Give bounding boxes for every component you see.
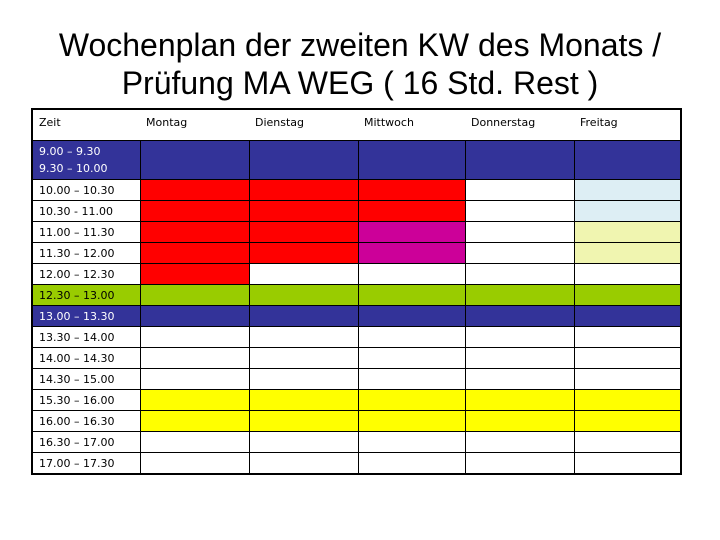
- table-row: [32, 141, 681, 180]
- time-label-line-2: 9.30 – 10.00: [39, 162, 108, 175]
- slot-cell-freitag: [574, 222, 681, 243]
- slot-cell-freitag: [574, 264, 681, 285]
- slot-cell-donnerstag: [465, 327, 574, 348]
- slot-cell-montag: [140, 369, 249, 390]
- header-cell-donnerstag: Donnerstag: [471, 116, 536, 129]
- slot-cell-mittwoch: [358, 306, 465, 327]
- slot-cell-donnerstag: [465, 390, 574, 411]
- slot-cell-freitag: [574, 285, 681, 306]
- time-cell: 12.00 – 12.30: [32, 264, 140, 285]
- table-row: [32, 432, 681, 453]
- slot-cell-mittwoch: [358, 453, 465, 475]
- slot-cell-montag: [140, 141, 249, 180]
- slot-cell-dienstag: [249, 369, 358, 390]
- time-cell: 13.30 – 14.00: [32, 327, 140, 348]
- slot-cell-freitag: [574, 453, 681, 475]
- slot-cell-mittwoch: [358, 432, 465, 453]
- slot-cell-montag: [140, 264, 249, 285]
- slot-cell-montag: [140, 243, 249, 264]
- header-cell-zeit: Zeit: [39, 116, 61, 129]
- time-cell: 10.30 - 11.00: [32, 201, 140, 222]
- slot-cell-donnerstag: [465, 348, 574, 369]
- slot-cell-mittwoch: [358, 411, 465, 432]
- header-cell-dienstag: Dienstag: [255, 116, 305, 129]
- time-cell: 12.30 – 13.00: [32, 285, 140, 306]
- slot-cell-dienstag: [249, 411, 358, 432]
- slot-cell-mittwoch: [358, 141, 465, 180]
- slot-cell-dienstag: [249, 327, 358, 348]
- slot-cell-donnerstag: [465, 306, 574, 327]
- table-row: [32, 201, 681, 222]
- time-cell: 11.30 – 12.00: [32, 243, 140, 264]
- slot-cell-montag: [140, 453, 249, 475]
- slot-cell-dienstag: [249, 141, 358, 180]
- slot-cell-mittwoch: [358, 348, 465, 369]
- slot-cell-mittwoch: [358, 285, 465, 306]
- slot-cell-dienstag: [249, 453, 358, 475]
- header-row: [32, 109, 681, 141]
- slot-cell-montag: [140, 348, 249, 369]
- slot-cell-mittwoch: [358, 369, 465, 390]
- table-row: [32, 264, 681, 285]
- table-row: [32, 180, 681, 201]
- time-cell: 11.00 – 11.30: [32, 222, 140, 243]
- slot-cell-mittwoch: [358, 201, 465, 222]
- slot-cell-donnerstag: [465, 411, 574, 432]
- slot-cell-mittwoch: [358, 222, 465, 243]
- slot-cell-dienstag: [249, 264, 358, 285]
- slot-cell-dienstag: [249, 222, 358, 243]
- slot-cell-freitag: [574, 348, 681, 369]
- slot-cell-freitag: [574, 201, 681, 222]
- table-row: [32, 327, 681, 348]
- slot-cell-montag: [140, 411, 249, 432]
- time-cell: 16.00 – 16.30: [32, 411, 140, 432]
- slot-cell-donnerstag: [465, 453, 574, 475]
- slot-cell-montag: [140, 327, 249, 348]
- time-cell: 15.30 – 16.00: [32, 390, 140, 411]
- slot-cell-donnerstag: [465, 432, 574, 453]
- header-cell-mittwoch: Mittwoch: [364, 116, 414, 129]
- slot-cell-donnerstag: [465, 369, 574, 390]
- schedule-table: [31, 108, 682, 475]
- slot-cell-freitag: [574, 243, 681, 264]
- table-row: [32, 306, 681, 327]
- slot-cell-freitag: [574, 306, 681, 327]
- slot-cell-dienstag: [249, 180, 358, 201]
- slot-cell-donnerstag: [465, 264, 574, 285]
- slot-cell-mittwoch: [358, 180, 465, 201]
- slot-cell-montag: [140, 432, 249, 453]
- table-row: [32, 411, 681, 432]
- time-cell: 10.00 – 10.30: [32, 180, 140, 201]
- table-row: [32, 243, 681, 264]
- table-row: [32, 285, 681, 306]
- header-cell-freitag: Freitag: [580, 116, 618, 129]
- slot-cell-freitag: [574, 432, 681, 453]
- slot-cell-donnerstag: [465, 243, 574, 264]
- time-cell: 17.00 – 17.30: [32, 453, 140, 475]
- slot-cell-montag: [140, 201, 249, 222]
- time-cell: 14.30 – 15.00: [32, 369, 140, 390]
- slot-cell-freitag: [574, 180, 681, 201]
- table-row: [32, 222, 681, 243]
- slot-cell-montag: [140, 222, 249, 243]
- title-line-2: Prüfung MA WEG ( 16 Std. Rest ): [121, 65, 599, 101]
- page-title: [0, 26, 720, 102]
- slot-cell-dienstag: [249, 432, 358, 453]
- slot-cell-donnerstag: [465, 222, 574, 243]
- slot-cell-dienstag: [249, 390, 358, 411]
- title-line-1: Wochenplan der zweiten KW des Monats /: [58, 27, 662, 63]
- slot-cell-mittwoch: [358, 264, 465, 285]
- slot-cell-mittwoch: [358, 390, 465, 411]
- slot-cell-montag: [140, 180, 249, 201]
- slot-cell-montag: [140, 285, 249, 306]
- slot-cell-dienstag: [249, 243, 358, 264]
- table-row: [32, 348, 681, 369]
- slot-cell-donnerstag: [465, 141, 574, 180]
- schedule-body: [32, 109, 681, 474]
- slot-cell-montag: [140, 390, 249, 411]
- header-cell-montag: Montag: [146, 116, 188, 129]
- slot-cell-freitag: [574, 141, 681, 180]
- time-cell: 16.30 – 17.00: [32, 432, 140, 453]
- slot-cell-donnerstag: [465, 180, 574, 201]
- slot-cell-donnerstag: [465, 201, 574, 222]
- slot-cell-freitag: [574, 369, 681, 390]
- slot-cell-freitag: [574, 327, 681, 348]
- slot-cell-montag: [140, 306, 249, 327]
- slot-cell-mittwoch: [358, 327, 465, 348]
- table-row: [32, 390, 681, 411]
- slot-cell-freitag: [574, 411, 681, 432]
- slot-cell-donnerstag: [465, 285, 574, 306]
- slot-cell-dienstag: [249, 348, 358, 369]
- time-cell: [32, 141, 140, 180]
- table-row: [32, 369, 681, 390]
- table-row: [32, 453, 681, 475]
- slot-cell-dienstag: [249, 201, 358, 222]
- time-cell: 13.00 – 13.30: [32, 306, 140, 327]
- slot-cell-freitag: [574, 390, 681, 411]
- slot-cell-dienstag: [249, 306, 358, 327]
- time-cell: 14.00 – 14.30: [32, 348, 140, 369]
- slot-cell-mittwoch: [358, 243, 465, 264]
- slot-cell-dienstag: [249, 285, 358, 306]
- time-label-line-1: 9.00 – 9.30: [39, 145, 101, 158]
